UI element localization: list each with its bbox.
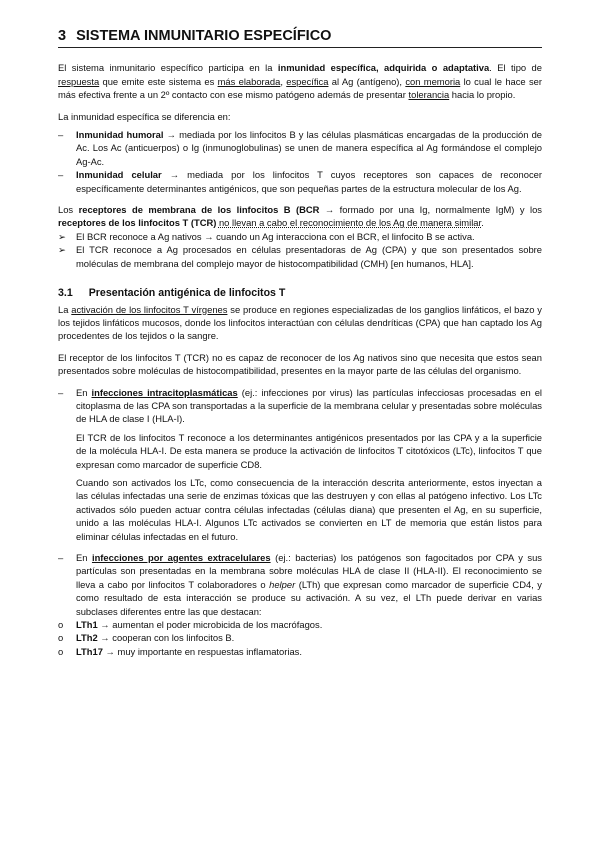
list-item-extracelulares: – En infecciones por agentes extracelulares (ej.: bacterias) los patógenos son fagocitados por CPA y sus partículas son presentadas en la membrana sobre moléculas HLA de clase II (HLA-II). El reconocimiento se lleva a cabo por linfocitos T colaboradores o helper (LTh) que expresan como marcador de superficie CD4, y como resultado de esta interacción se produce su activación. A su vez, el LTh puede derivar en varias subclases diferentes entre las que destacan: (58, 552, 542, 617)
arrow-item-bcr: ➢ El BCR reconoce a Ag nativos → cuando un Ag interacciona con el BCR, el linfocito B se activa. (58, 230, 475, 242)
list-item-humoral: – Inmunidad humoral → mediada por los linfocitos B y las células plasmáticas encargadas de la producción de Ac. Los Ac (anticuerpos) o Ig (inmunoglobulinas) se unen de manera específica al Ag formándose el complejo Ag-Ac. (58, 129, 543, 167)
subclass-item: o LTh2 → cooperan con los linfocitos B. (58, 632, 235, 644)
subclass-item: o LTh17 → muy importante en respuestas inflamatorias. (58, 645, 302, 657)
list-item-celular: – Inmunidad celular → mediada por los linfocitos T cuyos receptores son capaces de reconocer específicamente determinantes antigénicos, que son pequeñas partes de la estructura molecular de los Ag. (58, 169, 542, 194)
ltc-action-paragraph: Cuando son activados los LTc, como consecuencia de la interacción descrita anteriormente, estos inyectan a las células infectadas una serie de enzimas tóxicas que las destruyen y con ellas al patógeno infectivo. Los LTc activados sólo pueden actuar contra células infectadas (células diana) que presenten el Ag, en su superficie, unido a las moléculas HLA-I. Algunos LTc activados se convierten en LT de memoria que están listos para eliminar células infectadas en el futuro. (76, 476, 542, 542)
receptors-paragraph: Los receptores de membrana de los linfocitos B (BCR → formado por una Ig, normalmente IgM) y los receptores de los linfocitos T (TCR) no llevan a cabo el reconocimiento de los Ag de manera similar. (58, 204, 542, 229)
section-heading (58, 30, 542, 48)
differs-paragraph: La inmunidad específica se diferencia en: (58, 110, 231, 122)
subsection-title: Presentación antigénica de linfocitos T (88, 287, 286, 300)
subsection-number: 3.1 (58, 287, 73, 300)
intro-paragraph: El sistema inmunitario específico participa en la inmunidad específica, adquirida o adaptativa. El tipo de respuesta que emite este sistema es más elaborada, específica al Ag (antígeno), con memoria lo cual le hace ser más efectiva frente a un 2º contacto con ese mismo patógeno además de presentar tolerancia hacia lo propio. (58, 62, 542, 101)
ltc-activation-paragraph: El TCR de los linfocitos T reconoce a los determinantes antigénicos presentados por las CPA y a la superficie de la molécula HLA-I. De esta manera se produce la activación de linfocitos T citotóxicos (LTc), linfocitos T que expresan como marcador de superficie CD8. (76, 431, 542, 470)
document-page (58, 30, 542, 658)
section-number: 3 (58, 28, 67, 44)
subclass-item: o LTh1 → aumentan el poder microbicida de los macrófagos. (58, 619, 323, 631)
subsection-heading (58, 287, 542, 300)
tcr-paragraph: El receptor de los linfocitos T (TCR) no es capaz de reconocer de los Ag nativos sino que necesita que estos sean presentados sobre moléculas de histocompatibilidad, presentes en la mayor parte de las células del organismo. (58, 351, 542, 377)
list-item-intracitoplasmaticas: – En infecciones intracitoplasmáticas (ej.: infecciones por virus) las partículas infecciosas procesadas en el citoplasma de las CPA son transportadas a la superficie de la membrana celular y presentadas sobre moléculas de HLA de clase I (HLA-I). (58, 386, 542, 425)
section-title: SISTEMA INMUNITARIO ESPECÍFICO (76, 28, 332, 44)
arrow-item-tcr: ➢ El TCR reconoce a Ag procesados en células presentadoras de Ag (CPA) y que son presentados sobre moléculas de membrana del complejo mayor de histocompatibilidad (CMH) [en humanos, HLA]. (58, 244, 542, 269)
activation-paragraph: La activación de los linfocitos T vírgenes se produce en regiones especializadas de los ganglios linfáticos, el bazo y los tejidos linfáticos mucosos, donde los linfocitos interactúan con células dendríticas (CPA) que han captado los Ag procedentes de los tejidos o la sangre. (58, 303, 542, 342)
